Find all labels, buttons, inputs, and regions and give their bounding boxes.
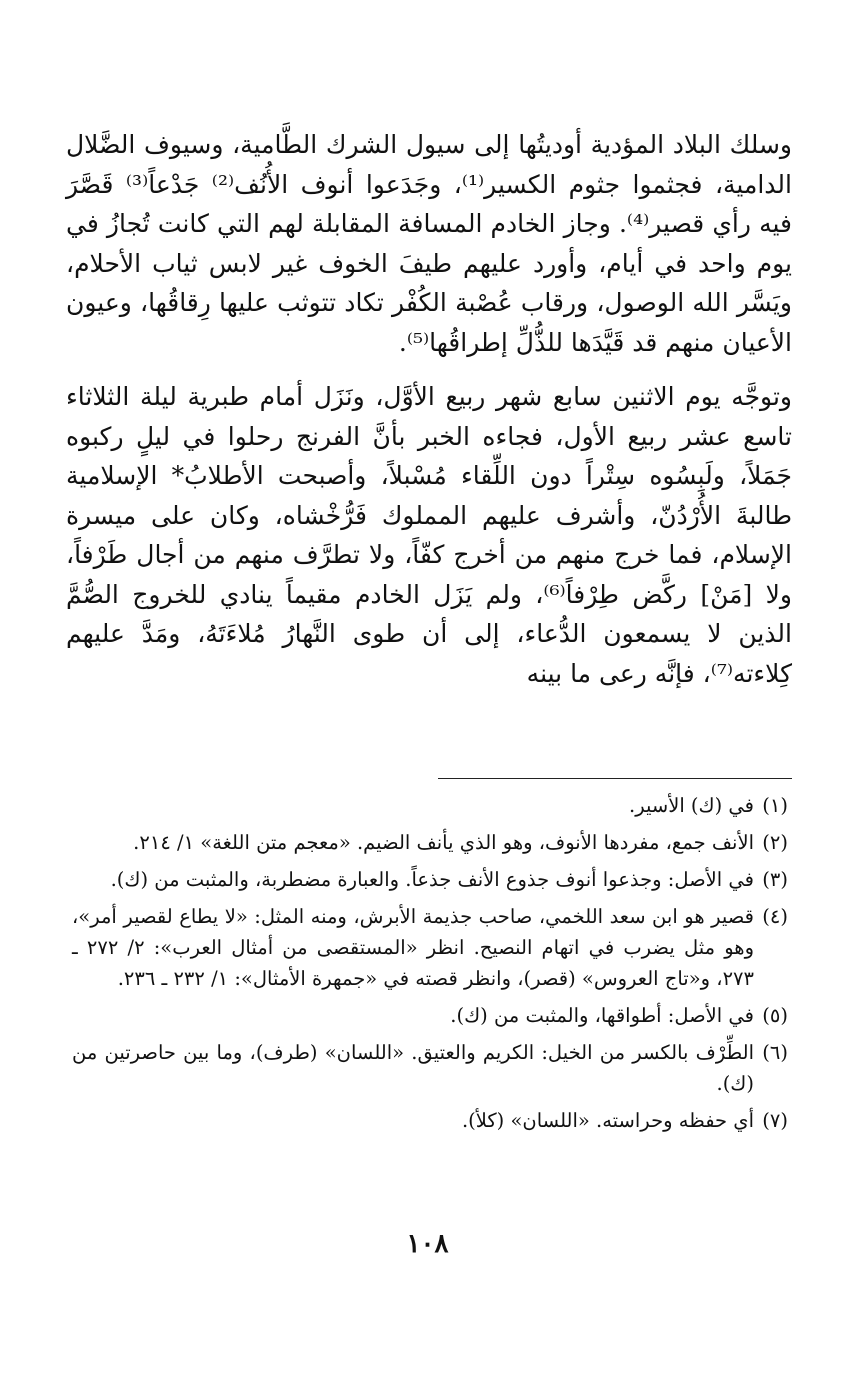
page-number: ١٠٨ [406,1229,449,1259]
footnote-divider [438,778,792,779]
footnote [72,1000,788,1031]
footnote [72,864,788,895]
paragraph-2: وتوجَّه يوم الاثنين سابع شهر ربيع الأوَّل، ونَزَل أمام طبرية ليلة الثلاثاء تاسع عشر ربيع الأول، فجاءه الخبر بأنَّ الفرنج رحلوا في ليلٍ ركبوه جَمَلاً، ولَبِسُوه سِتْراً دون اللِّقاء مُسْبلاً، وأصبحت الأطلابُ* الإسلامية طالبةَ الأُرْدُنّ، وأشرف عليهم المملوك فَرُّخْشاه، وكان على ميسرة الإسلام، فما خرج منهم من أخرج كفّاً، ولا تطرَّف منهم من أجال طَرْفاً، ولا [مَنْ] ركَّض طِرْفاً⁽⁶⁾، ولم يَزَل الخادم مقيماً ينادي للخروج الصُّمَّ الذين لا يسمعون الدُّعاء، إلى أن طوى النَّهارُ مُلاءَتَهُ، ومَدَّ عليهم كِلاءته⁽⁷⁾، فإنَّه رعى ما بينه [66,382,792,688]
footnote [72,901,788,994]
footnote-text: الأنف جمع، مفردها الأنوف، وهو الذي يأنف الضيم. «معجم متن اللغة» ١/ ٢١٤. [133,831,754,854]
main-text [66,125,792,693]
footnote-number: (٢) [762,831,788,854]
footnote-text: في الأصل: أطواقها، والمثبت من (ك). [450,1004,754,1027]
footnote-text: في الأصل: وجذعوا أنوف جذوع الأنف جذعاً. والعبارة مضطربة، والمثبت من (ك). [110,868,754,891]
footnote [72,1037,788,1099]
footnote-number: (٥) [762,1004,788,1027]
footnote-text: قصير هو ابن سعد اللخمي، صاحب جذيمة الأبرش، ومنه المثل: «لا يطاع لقصير أمر»، وهو مثل يضرب في اتهام النصيح. انظر «المستقصى من أمثال العرب»: ٢/ ٢٧٢ ـ ٢٧٣، و«تاج العروس» (قصر)، وانظر قصته في «جمهرة الأمثال»: ١/ ٢٣٢ ـ ٢٣٦. [72,905,754,990]
footnote [72,790,788,821]
footnote-number: (٣) [762,868,788,891]
footnote-number: (٧) [762,1109,788,1132]
footnote [72,1105,788,1136]
footnote-number: (٦) [762,1041,788,1064]
footnote-number: (١) [762,794,788,817]
paragraph-1: وسلك البلاد المؤدية أوديتُها إلى سيول الشرك الطَّامية، وسيوف الضَّلال الدامية، فجثموا جثوم الكسير⁽¹⁾، وجَدَعوا أنوف الأُنُف⁽²⁾ جَدْعاً⁽³⁾ قَصَّرَ فيه رأي قصير⁽⁴⁾. وجاز الخادم المسافة المقابلة لهم التي كانت تُجازُ في يوم واحد في أيام، وأورد عليهم طيفَ الخوف غير لابس ثياب الأحلام، ويَسَّر الله الوصول، ورقاب عُصْبة الكُفْر تكاد تتوثب عليها رِقاقُها، وعيون الأعيان منهم قد قَيَّدَها للذُّلِّ إطراقُها⁽⁵⁾. [66,130,792,357]
footnotes [72,790,788,1142]
footnote [72,827,788,858]
footnote-text: الطِّرْف بالكسر من الخيل: الكريم والعتيق. «اللسان» (طرف)، وما بين حاصرتين من (ك). [72,1041,754,1095]
footnote-text: في (ك) الأسير. [629,794,754,817]
footnote-number: (٤) [762,905,788,928]
footnote-text: أي حفظه وحراسته. «اللسان» (كلأ). [461,1109,754,1132]
